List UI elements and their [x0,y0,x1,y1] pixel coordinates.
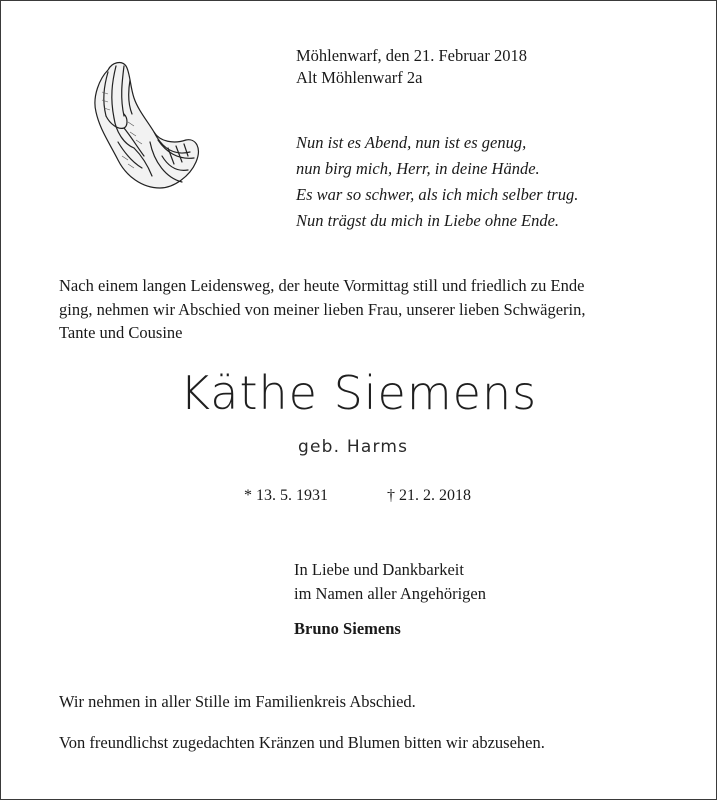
death-date: † 21. 2. 2018 [387,487,471,504]
verse-line: Es war so schwer, als ich mich selber trug. [296,185,579,204]
birth-date: * 13. 5. 1931 [244,487,328,504]
closing-block [294,558,486,606]
closing-line: In Liebe und Dankbarkeit [294,560,464,579]
intro-line: ging, nehmen wir Abschied von meiner lieben Frau, unserer lieben Schwägerin, [59,299,586,319]
intro-text [59,274,669,345]
birth-name: geb. Harms [298,437,409,457]
verse-line: Nun trägst du mich in Liebe ohne Ende. [296,211,560,230]
verse-line: nun birg mich, Herr, in deine Hände. [296,159,540,178]
verse [296,130,578,234]
verse-line: Nun ist es Abend, nun ist es genug, [296,133,527,152]
address: Alt Möhlenwarf 2a [296,68,423,87]
closing-line: im Namen aller Angehörigen [294,584,486,603]
deceased-name: Käthe Siemens [179,366,538,420]
place-date: Möhlenwarf, den 21. Februar 2018 [296,46,527,65]
footer-line: Wir nehmen in aller Stille im Familienkreis Abschied. [59,692,416,711]
signer-name: Bruno Siemens [294,619,401,638]
intro-line: Tante und Cousine [59,323,183,342]
praying-hands-icon [78,52,204,200]
footer-line: Von freundlichst zugedachten Kränzen und Blumen bitten wir abzusehen. [59,733,545,752]
place-date-block [296,45,527,89]
intro-line: Nach einem langen Leidensweg, der heute Vormittag still und friedlich zu Ende [59,276,585,295]
